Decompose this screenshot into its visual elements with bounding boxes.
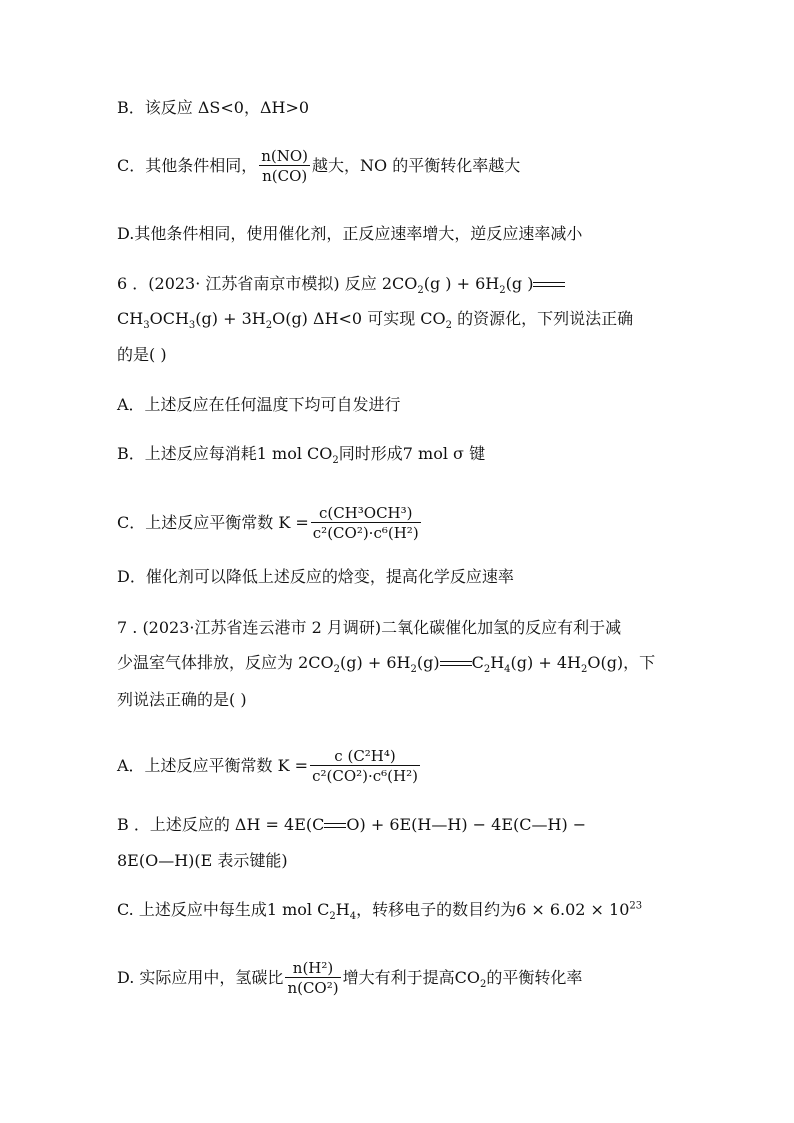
q6-stem-line-2: $CH_3OCH_3(g) + 3H_2O(g)$ ΔH<0 可实现 $CO_2$ 的资源化，下列说法正确	[117, 309, 634, 332]
fraction-denominator: n(CO)	[259, 165, 310, 185]
q6-stem-part: OCH	[149, 309, 189, 328]
q6-option-a	[117, 395, 401, 415]
fraction-numerator: n(NO)	[261, 147, 309, 165]
q7-option-b-text: 8E(O—H)(E 表示键能)	[117, 851, 288, 870]
q7-option-b-line-2	[117, 851, 288, 871]
fraction-denominator: n(CO²)	[287, 979, 339, 997]
q7-stem-line-2: 少温室气体排放，反应为 $2CO_2(g) + 6H_2(g) C_2H_4(g) + 4H_2O(g)$，下	[117, 653, 656, 676]
q7-stem-part: (g)	[416, 653, 440, 672]
q6-stem-part: 的是( )	[117, 345, 167, 364]
q7-option-d-suffix: 增大有利于提高CO	[342, 968, 480, 987]
q6-option-c-prefix: C．上述反应平衡常数 K =	[117, 513, 309, 532]
q6-stem-line-3	[117, 345, 167, 365]
q5-option-c	[117, 148, 520, 185]
q7-option-a-prefix: A．上述反应平衡常数 K =	[117, 756, 309, 775]
q7-option-d-fraction	[285, 960, 340, 997]
q7-stem-part: H	[490, 653, 505, 672]
fraction-denominator: c²(CO²)·c⁶(H²)	[312, 524, 419, 542]
q6-stem-part: 6 ．(2023· 江苏省南京市模拟) 反应 2CO	[117, 274, 418, 293]
q6-option-d	[117, 567, 514, 587]
q6-option-b-text: B．上述反应每消耗1 mol CO	[117, 444, 333, 463]
q5-option-d	[117, 224, 582, 244]
q6-stem-part: (g )	[505, 274, 534, 293]
fraction-numerator: c(CH³OCH³)	[318, 504, 413, 522]
q7-option-d-prefix: D. 实际应用中，氢碳比	[117, 968, 284, 987]
exponent: 23	[629, 900, 643, 912]
q6-stem-part: CH	[117, 309, 144, 328]
q5-option-c-suffix: 越大，NO 的平衡转化率越大	[312, 156, 521, 175]
q6-option-c	[117, 505, 423, 542]
q7-stem-part: (g) + 6H	[340, 653, 411, 672]
q7-option-c: C. 上述反应中每生成1 mol $C_2H_4$，转移电子的数目约为$6 \times 6.02 \times 10^{23}$	[117, 900, 643, 923]
q7-option-d: D. 实际应用中，氢碳比 $\frac{\text{n(H²)}}{\text{n(CO²)}}$ 增大有利于提高$CO_2$的平衡转化率	[117, 959, 583, 997]
q6-stem-part: (g) + 3H	[195, 309, 266, 328]
q5-option-c-prefix: C．其他条件相同，	[117, 156, 258, 175]
q7-option-b-text: B ．上述反应的 ΔH = 4E(C	[117, 815, 325, 834]
q6-option-b-text: 同时形成7 mol σ 键	[338, 444, 486, 463]
q7-option-c-text: ，转移电子的数目约为6 × 6.02 × 10	[356, 900, 630, 919]
q7-stem-part: 少温室气体排放，反应为 2CO	[117, 653, 334, 672]
q7-stem-part: O(g)，下	[587, 653, 656, 672]
q6-stem-part: 的资源化，下列说法正确	[452, 309, 634, 328]
q7-option-a-fraction	[310, 748, 420, 785]
q6-stem-part: (g ) + 6H	[423, 274, 500, 293]
q6-option-c-fraction	[311, 505, 421, 542]
q7-stem-part: (g) + 4H	[510, 653, 581, 672]
q7-stem-part: C	[471, 653, 484, 672]
q5-option-c-fraction	[259, 148, 310, 185]
q7-stem-line-3	[117, 690, 247, 710]
q7-stem-line-1	[117, 618, 621, 638]
q6-option-a-text: A．上述反应在任何温度下均可自发进行	[117, 395, 401, 414]
q7-option-a	[117, 748, 422, 785]
q7-option-b-line-1	[117, 815, 586, 835]
q7-option-c-text: H	[335, 900, 350, 919]
q7-option-d-suffix: 的平衡转化率	[486, 968, 583, 987]
fraction-numerator: c (C²H⁴)	[334, 747, 396, 765]
equilibrium-arrow-icon	[533, 280, 565, 290]
q6-stem-part: O(g) ΔH<0 可实现 CO	[272, 309, 446, 328]
q5-option-b-text: B．该反应 ΔS<0，ΔH>0	[117, 98, 310, 117]
double-bond-icon	[324, 822, 346, 830]
q7-option-b-text: O) + 6E(H—H) − 4E(C—H) −	[346, 815, 587, 834]
fraction-numerator: n(H²)	[292, 959, 334, 977]
q5-option-b	[117, 98, 309, 118]
q5-option-d-text: D.其他条件相同，使用催化剂，正反应速率增大，逆反应速率减小	[117, 224, 583, 243]
q6-option-b: B．上述反应每消耗1 mol $CO_2$同时形成7 mol σ 键	[117, 444, 486, 467]
fraction-denominator: c²(CO²)·c⁶(H²)	[312, 767, 418, 785]
q6-stem-line-1: 6 ．(2023· 江苏省南京市模拟) 反应 $2CO_2(g$ ) + $6H_2(g$ )	[117, 274, 565, 294]
equilibrium-arrow-icon	[440, 659, 472, 669]
q7-stem-part: 列说法正确的是( )	[117, 690, 247, 709]
q7-option-c-text: C. 上述反应中每生成1 mol C	[117, 900, 330, 919]
q7-stem-part: 7 . (2023·江苏省连云港市 2 月调研)二氧化碳催化加氢的反应有利于减	[117, 618, 622, 637]
q6-option-d-text: D．催化剂可以降低上述反应的焓变，提高化学反应速率	[117, 567, 514, 586]
